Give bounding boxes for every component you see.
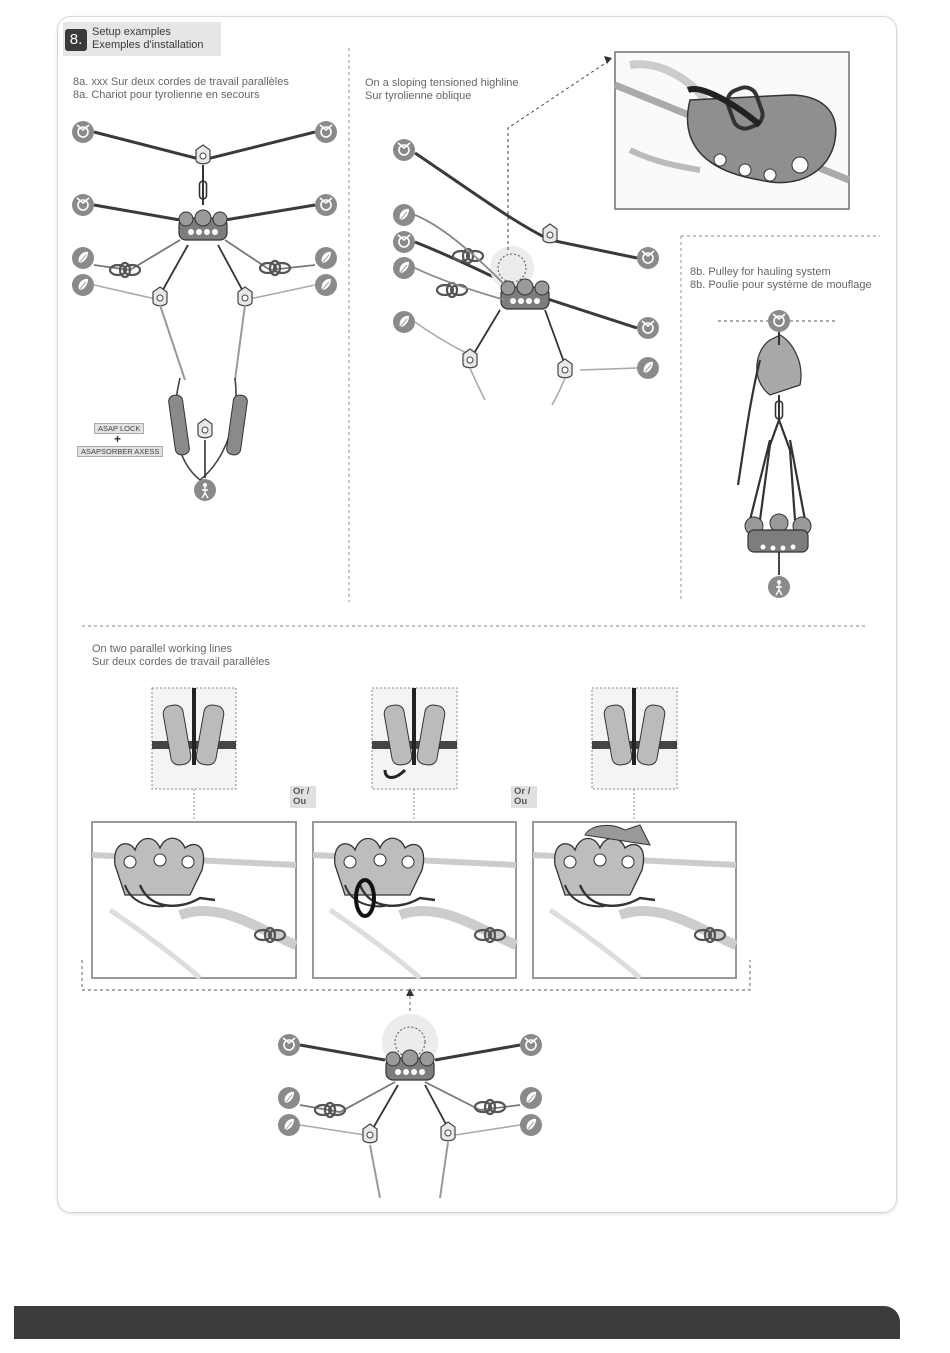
or-label-1-en: Or / (293, 786, 310, 797)
footer-bar (14, 1306, 900, 1339)
or-label-1 (290, 786, 316, 808)
figure-parallel-options (82, 688, 750, 1020)
or-label-2 (511, 786, 537, 808)
or-label-2-fr: Ou (514, 796, 528, 807)
or-label-2-en: Or / (514, 786, 531, 797)
section-number: 8. (65, 29, 87, 51)
figure-parallel-main (278, 1014, 542, 1198)
section-title-en: Setup examples (92, 26, 171, 38)
tag-plus: + (114, 432, 122, 446)
figure-8b (718, 310, 838, 598)
section-title-fr: Exemples d'installation (92, 39, 204, 51)
caption-parallel-line2: Sur deux cordes de travail parallèles (92, 656, 270, 668)
tag-asapsorber: ASAPSORBER AXESS (77, 446, 163, 457)
caption-8a-line2: 8a. Chariot pour tyrolienne en secours (73, 89, 260, 101)
caption-parallel-line1: On two parallel working lines (92, 643, 233, 655)
tag-asap-lock: ASAP LOCK (94, 423, 144, 434)
caption-highline-line1: On a sloping tensioned highline (365, 77, 519, 89)
or-label-1-fr: Ou (293, 796, 307, 807)
figure-8a (72, 121, 337, 501)
caption-highline-line2: Sur tyrolienne oblique (365, 90, 472, 102)
caption-8b-line1: 8b. Pulley for hauling system (690, 266, 831, 278)
caption-8a-line1: 8a. xxx Sur deux cordes de travail parallèles (73, 76, 289, 88)
caption-8b-line2: 8b. Poulie pour système de mouflage (690, 279, 872, 291)
